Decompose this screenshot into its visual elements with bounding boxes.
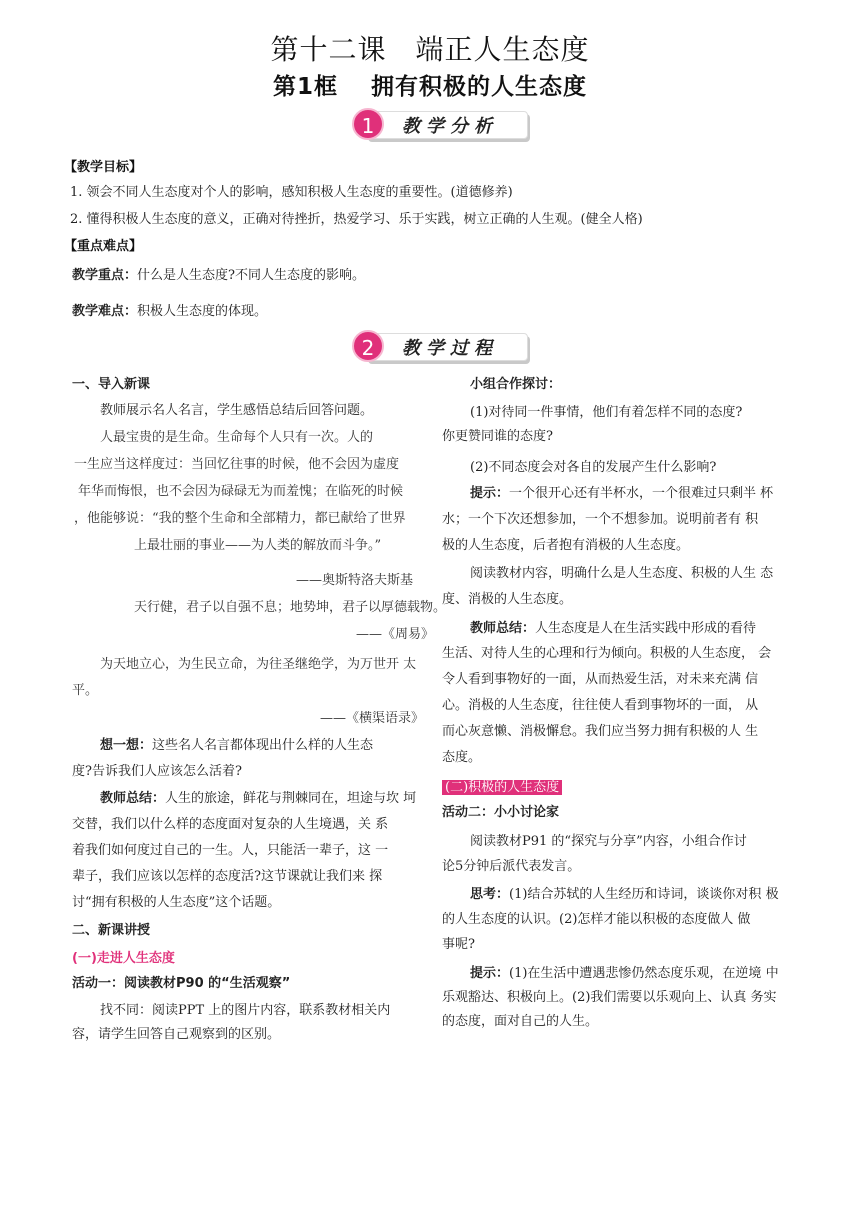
activity-heading: 活动一：阅读教材P90 的“生活观察” — [72, 976, 291, 991]
quote-line: 上最壮丽的事业——为人类的解放而斗争。” — [134, 538, 382, 553]
quote-source: ——奥斯特洛夫斯基 — [296, 573, 414, 588]
paragraph-line: 事呢? — [442, 937, 475, 952]
paragraph-line — [470, 616, 756, 642]
paragraph-line: 生活、对待人生的心理和行为倾向。积极的人生态度， 会 — [442, 646, 772, 661]
paragraph-line: 的人生态度的认识。(2)怎样才能以积极的态度做人 做 — [442, 912, 751, 927]
lesson-title: 第十二课 端正人生态度 — [270, 33, 590, 66]
quote-line: 一生应当这样度过：当回忆往事的时候，他不会因为虚度 — [74, 457, 400, 472]
quote-line: 年华而悔恨，也不会因为碌碌无为而羞愧；在临死的时候 — [78, 484, 404, 499]
paragraph-line: 教师展示名人名言，学生感悟总结后回答问题。 — [100, 403, 374, 418]
hint-label: 提示： — [470, 966, 510, 981]
summary-label: 教师总结： — [100, 791, 166, 806]
quote-line: 人最宝贵的是生命。生命每个人只有一次。人的 — [100, 430, 374, 445]
section-heading: 二、新课讲授 — [72, 923, 151, 938]
quote-line: 为天地立心，为生民立命，为往圣继绝学，为万世开 太 — [100, 657, 417, 672]
activity-heading: 活动二：小小讨论家 — [442, 805, 560, 820]
difficulty-text: 积极人生态度的体现。 — [137, 304, 268, 319]
paragraph-line — [100, 733, 373, 759]
paragraph-line — [100, 786, 416, 812]
think-label: 想一想： — [100, 738, 153, 753]
paragraph-line: 交替，我们以什么样的态度面对复杂的人生境遇，关 系 — [72, 817, 389, 832]
summary-text: 人生的旅途，鲜花与荆棘同在，坦途与坎 坷 — [165, 791, 417, 806]
summary-text: 人生态度是人在生活实践中形成的看待 — [535, 621, 757, 636]
paragraph-line: 态度。 — [442, 750, 482, 765]
subsection-heading — [442, 775, 562, 801]
section-heading: 一、导入新课 — [72, 377, 151, 392]
paragraph-line: 乐观豁达、积极向上。(2)我们需要以乐观向上、认真 务实 — [442, 990, 777, 1005]
paragraph-line — [470, 961, 779, 987]
goal-item: 1. 领会不同人生态度对个人的影响，感知积极人生态度的重要性。(道德修养) — [70, 185, 513, 200]
paragraph-line: 极的人生态度，后者抱有消极的人生态度。 — [442, 538, 690, 553]
goals-heading: 【教学目标】 — [64, 160, 143, 175]
paragraph-line: 容，请学生回答自己观察到的区别。 — [72, 1027, 281, 1042]
quote-source: ——《周易》 — [356, 627, 435, 642]
paragraph-line: 水；一个下次还想参加，一个不想参加。说明前者有 积 — [442, 512, 759, 527]
quote-line: ，他能够说：“我的整个生命和全部精力，都已献给了世界 — [74, 511, 406, 526]
discussion-heading: 小组合作探讨： — [470, 377, 562, 392]
paragraph-line: 心。消极的人生态度，往往使人看到事物坏的一面， 从 — [442, 698, 759, 713]
highlighted-heading: (二)积极的人生态度 — [442, 780, 562, 795]
subsection-heading: (一)走进人生态度 — [72, 951, 175, 966]
paragraph-line: 度、消极的人生态度。 — [442, 592, 573, 607]
think-text: (1)结合苏轼的人生经历和诗词，谈谈你对积 极 — [509, 887, 779, 902]
think-label: 思考： — [470, 887, 510, 902]
key-point — [72, 264, 365, 283]
badge-number: 1 — [352, 108, 384, 140]
section-badge-analysis — [352, 108, 528, 142]
quote-line: 天行健，君子以自强不息；地势坤，君子以厚德载物。 — [134, 600, 447, 615]
paragraph-line: 讨“拥有积极的人生态度”这个话题。 — [72, 895, 281, 910]
paragraph-line: 阅读教材P91 的“探究与分享”内容，小组合作讨 — [470, 834, 747, 849]
paragraph-line: 找不同：阅读PPT 上的图片内容，联系教材相关内 — [100, 1003, 391, 1018]
section-badge-process — [352, 330, 528, 364]
paragraph-line — [470, 882, 779, 908]
think-text: 这些名人名言都体现出什么样的人生态 — [152, 738, 374, 753]
key-heading: 【重点难点】 — [64, 239, 143, 254]
paragraph-line: (1)对待同一件事情，他们有着怎样不同的态度? — [470, 405, 743, 420]
hint-label: 提示： — [470, 486, 510, 501]
paragraph-line: 论5分钟后派代表发言。 — [442, 859, 581, 874]
paragraph-line: 阅读教材内容，明确什么是人生态度、积极的人生 态 — [470, 566, 774, 581]
goal-item: 2. 懂得积极人生态度的意义，正确对待挫折，热爱学习、乐于实践，树立正确的人生观。(健全人格) — [70, 212, 643, 227]
hint-text: 一个很开心还有半杯水，一个很难过只剩半 杯 — [509, 486, 774, 501]
paragraph-line: 度?告诉我们人应该怎么活着? — [72, 764, 242, 779]
difficulty-label: 教学难点： — [72, 304, 138, 319]
paragraph-line: 令人看到事物好的一面，从而热爱生活，对未来充满 信 — [442, 672, 759, 687]
paragraph-line: (2)不同态度会对各自的发展产生什么影响? — [470, 460, 717, 475]
key-point-label: 教学重点： — [72, 268, 138, 283]
paragraph-line: 的态度，面对自己的人生。 — [442, 1014, 599, 1029]
frame-title: 第1框 拥有积极的人生态度 — [272, 74, 587, 100]
badge-number: 2 — [352, 330, 384, 362]
key-point-text: 什么是人生态度?不同人生态度的影响。 — [137, 268, 365, 283]
paragraph-line: 你更赞同谁的态度? — [442, 429, 553, 444]
quote-line: 平。 — [72, 683, 99, 698]
paragraph-line — [470, 481, 773, 507]
badge-label: 教学过程 — [402, 338, 498, 359]
paragraph-line: 辈子，我们应该以怎样的态度活?这节课就让我们来 探 — [72, 869, 383, 884]
paragraph-line: 而心灰意懒、消极懈怠。我们应当努力拥有积极的人 生 — [442, 724, 759, 739]
difficulty-point — [72, 300, 267, 319]
badge-label: 教学分析 — [402, 116, 498, 137]
paragraph-line: 着我们如何度过自己的一生。人，只能活一辈子，这 一 — [72, 843, 389, 858]
summary-label: 教师总结： — [470, 621, 536, 636]
hint-text: (1)在生活中遭遇悲惨仍然态度乐观，在逆境 中 — [509, 966, 779, 981]
quote-source: ——《横渠语录》 — [320, 711, 425, 726]
